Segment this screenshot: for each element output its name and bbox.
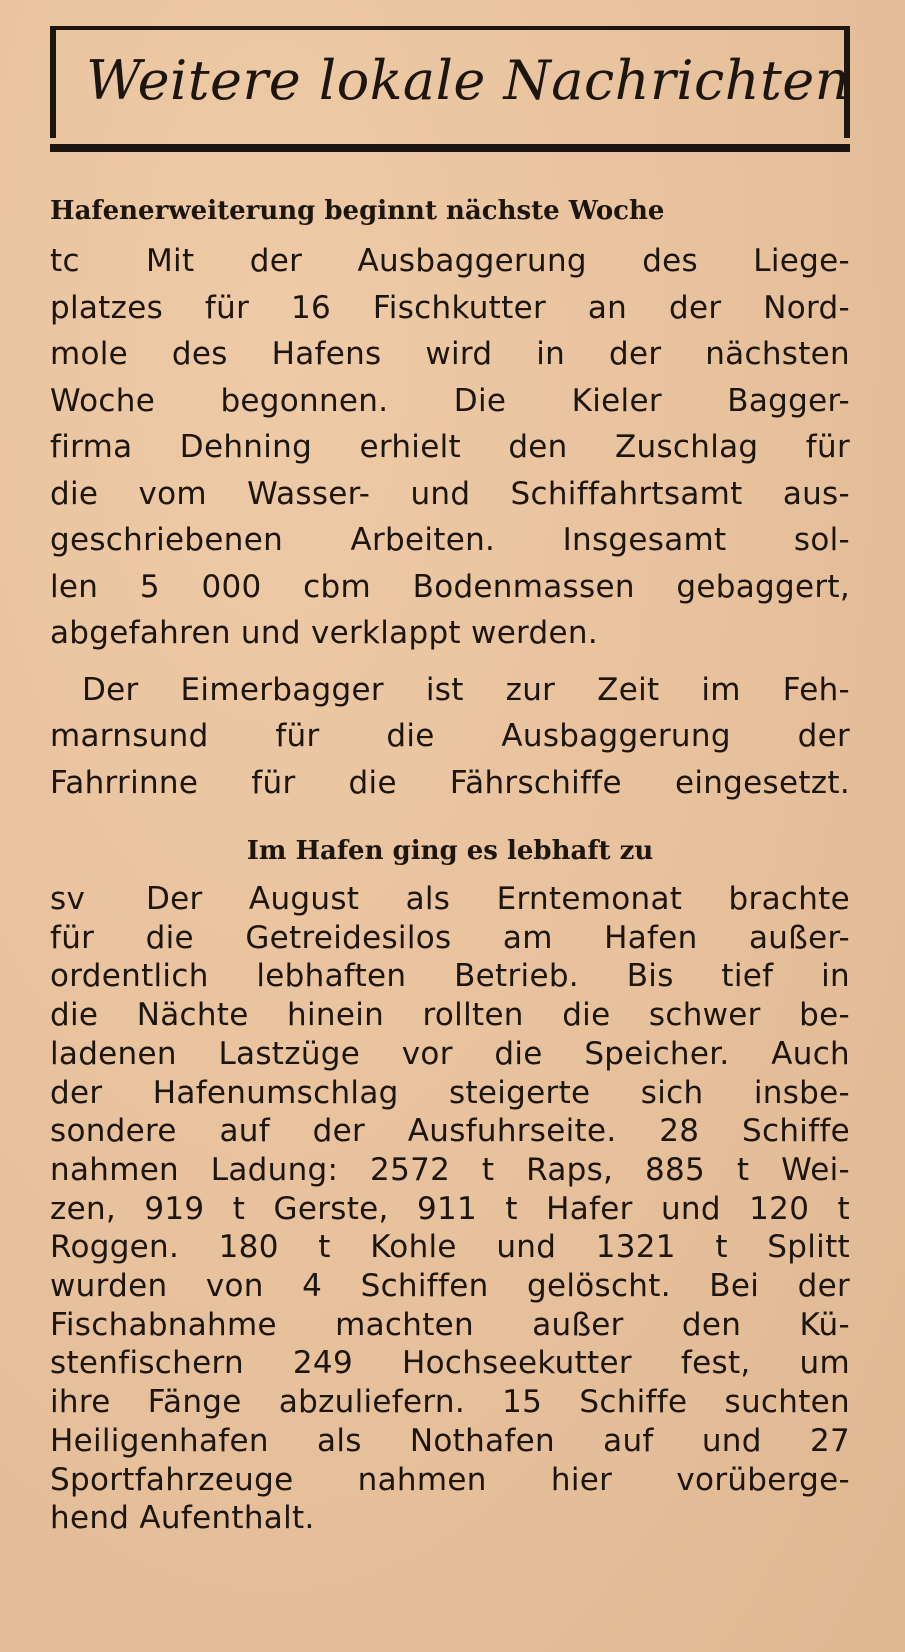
article2-line-5: der Hafenumschlag steigerte sich insbe- bbox=[50, 1074, 850, 1111]
article2-line-10: wurden von 4 Schiffen gelöscht. Bei der bbox=[50, 1268, 850, 1305]
article1-p1-line-6: geschriebenen Arbeiten. Insgesamt sol- bbox=[50, 522, 850, 558]
article2-line-11: Fischabnahme machten außer den Kü- bbox=[50, 1306, 850, 1343]
article1-paragraph1 bbox=[50, 238, 850, 657]
article2-line-14: Heiligenhafen als Nothafen auf und 27 bbox=[50, 1422, 850, 1459]
article2-line-15: Sportfahrzeuge nahmen hier vorüberge- bbox=[50, 1461, 850, 1498]
article2-line-2: ordentlich lebhaften Betrieb. Bis tief in bbox=[50, 958, 850, 995]
masthead-title: Weitere lokale Nachrichten bbox=[86, 49, 851, 112]
article2-line-9: Roggen. 180 t Kohle und 1321 t Splitt bbox=[50, 1229, 850, 1266]
article1-p1-line-4: firma Dehning erhielt den Zuschlag für bbox=[50, 429, 850, 465]
article2-dateline: sv bbox=[50, 881, 86, 917]
article2-line-16: hend Aufenthalt. bbox=[50, 1500, 315, 1537]
masthead-box bbox=[50, 26, 850, 138]
article1-p1-line-2: mole des Hafens wird in der nächsten bbox=[50, 336, 850, 372]
article1-p1-line-7: len 5 000 cbm Bodenmassen gebaggert, bbox=[50, 568, 850, 605]
article2-line-7: nahmen Ladung: 2572 t Raps, 885 t Wei- bbox=[50, 1151, 850, 1188]
article1-p1-line-8: abgefahren und verklappt werden. bbox=[50, 615, 599, 651]
article1-p1-line-0: tc Mit der Ausbaggerung des Liege- bbox=[50, 238, 850, 285]
article1-headline: Hafenerweiterung beginnt nächste Woche bbox=[50, 196, 665, 226]
article2-paragraph bbox=[50, 880, 850, 1538]
article2-line-1: für die Getreidesilos am Hafen außer- bbox=[50, 919, 850, 956]
article1-dateline: tc bbox=[50, 243, 80, 279]
article1-p1-line-1: platzes für 16 Fischkutter an der Nord- bbox=[50, 289, 850, 326]
article2-headline: Im Hafen ging es lebhaft zu bbox=[246, 836, 654, 866]
article1-p1-line-3: Woche begonnen. Die Kieler Bagger- bbox=[50, 382, 850, 419]
article2-line-8: zen, 919 t Gerste, 911 t Hafer und 120 t bbox=[50, 1190, 850, 1227]
article1-p2-line-0: Der Eimerbagger ist zur Zeit im Feh- bbox=[82, 671, 850, 708]
article2-line-12: stenfischern 249 Hochseekutter fest, um bbox=[50, 1345, 850, 1382]
article1-p2-line-2: Fahrrinne für die Fährschiffe eingesetzt. bbox=[50, 764, 850, 801]
article1-p2-line-1: marnsund für die Ausbaggerung der bbox=[50, 718, 850, 754]
masthead-rule bbox=[50, 144, 850, 152]
article1-paragraph2 bbox=[50, 667, 850, 807]
article2-line-0: sv Der August als Erntemonat brachte bbox=[50, 881, 850, 917]
article2-line-13: ihre Fänge abzuliefern. 15 Schiffe suchten bbox=[50, 1384, 850, 1421]
article2-line-6: sondere auf der Ausfuhrseite. 28 Schiffe bbox=[50, 1113, 850, 1150]
article1-p1-line-5: die vom Wasser- und Schiffahrtsamt aus- bbox=[50, 475, 850, 512]
article2-line-3: die Nächte hinein rollten die schwer be- bbox=[50, 997, 850, 1034]
newspaper-clipping bbox=[50, 26, 850, 1538]
article2-line-4: ladenen Lastzüge vor die Speicher. Auch bbox=[50, 1035, 850, 1072]
